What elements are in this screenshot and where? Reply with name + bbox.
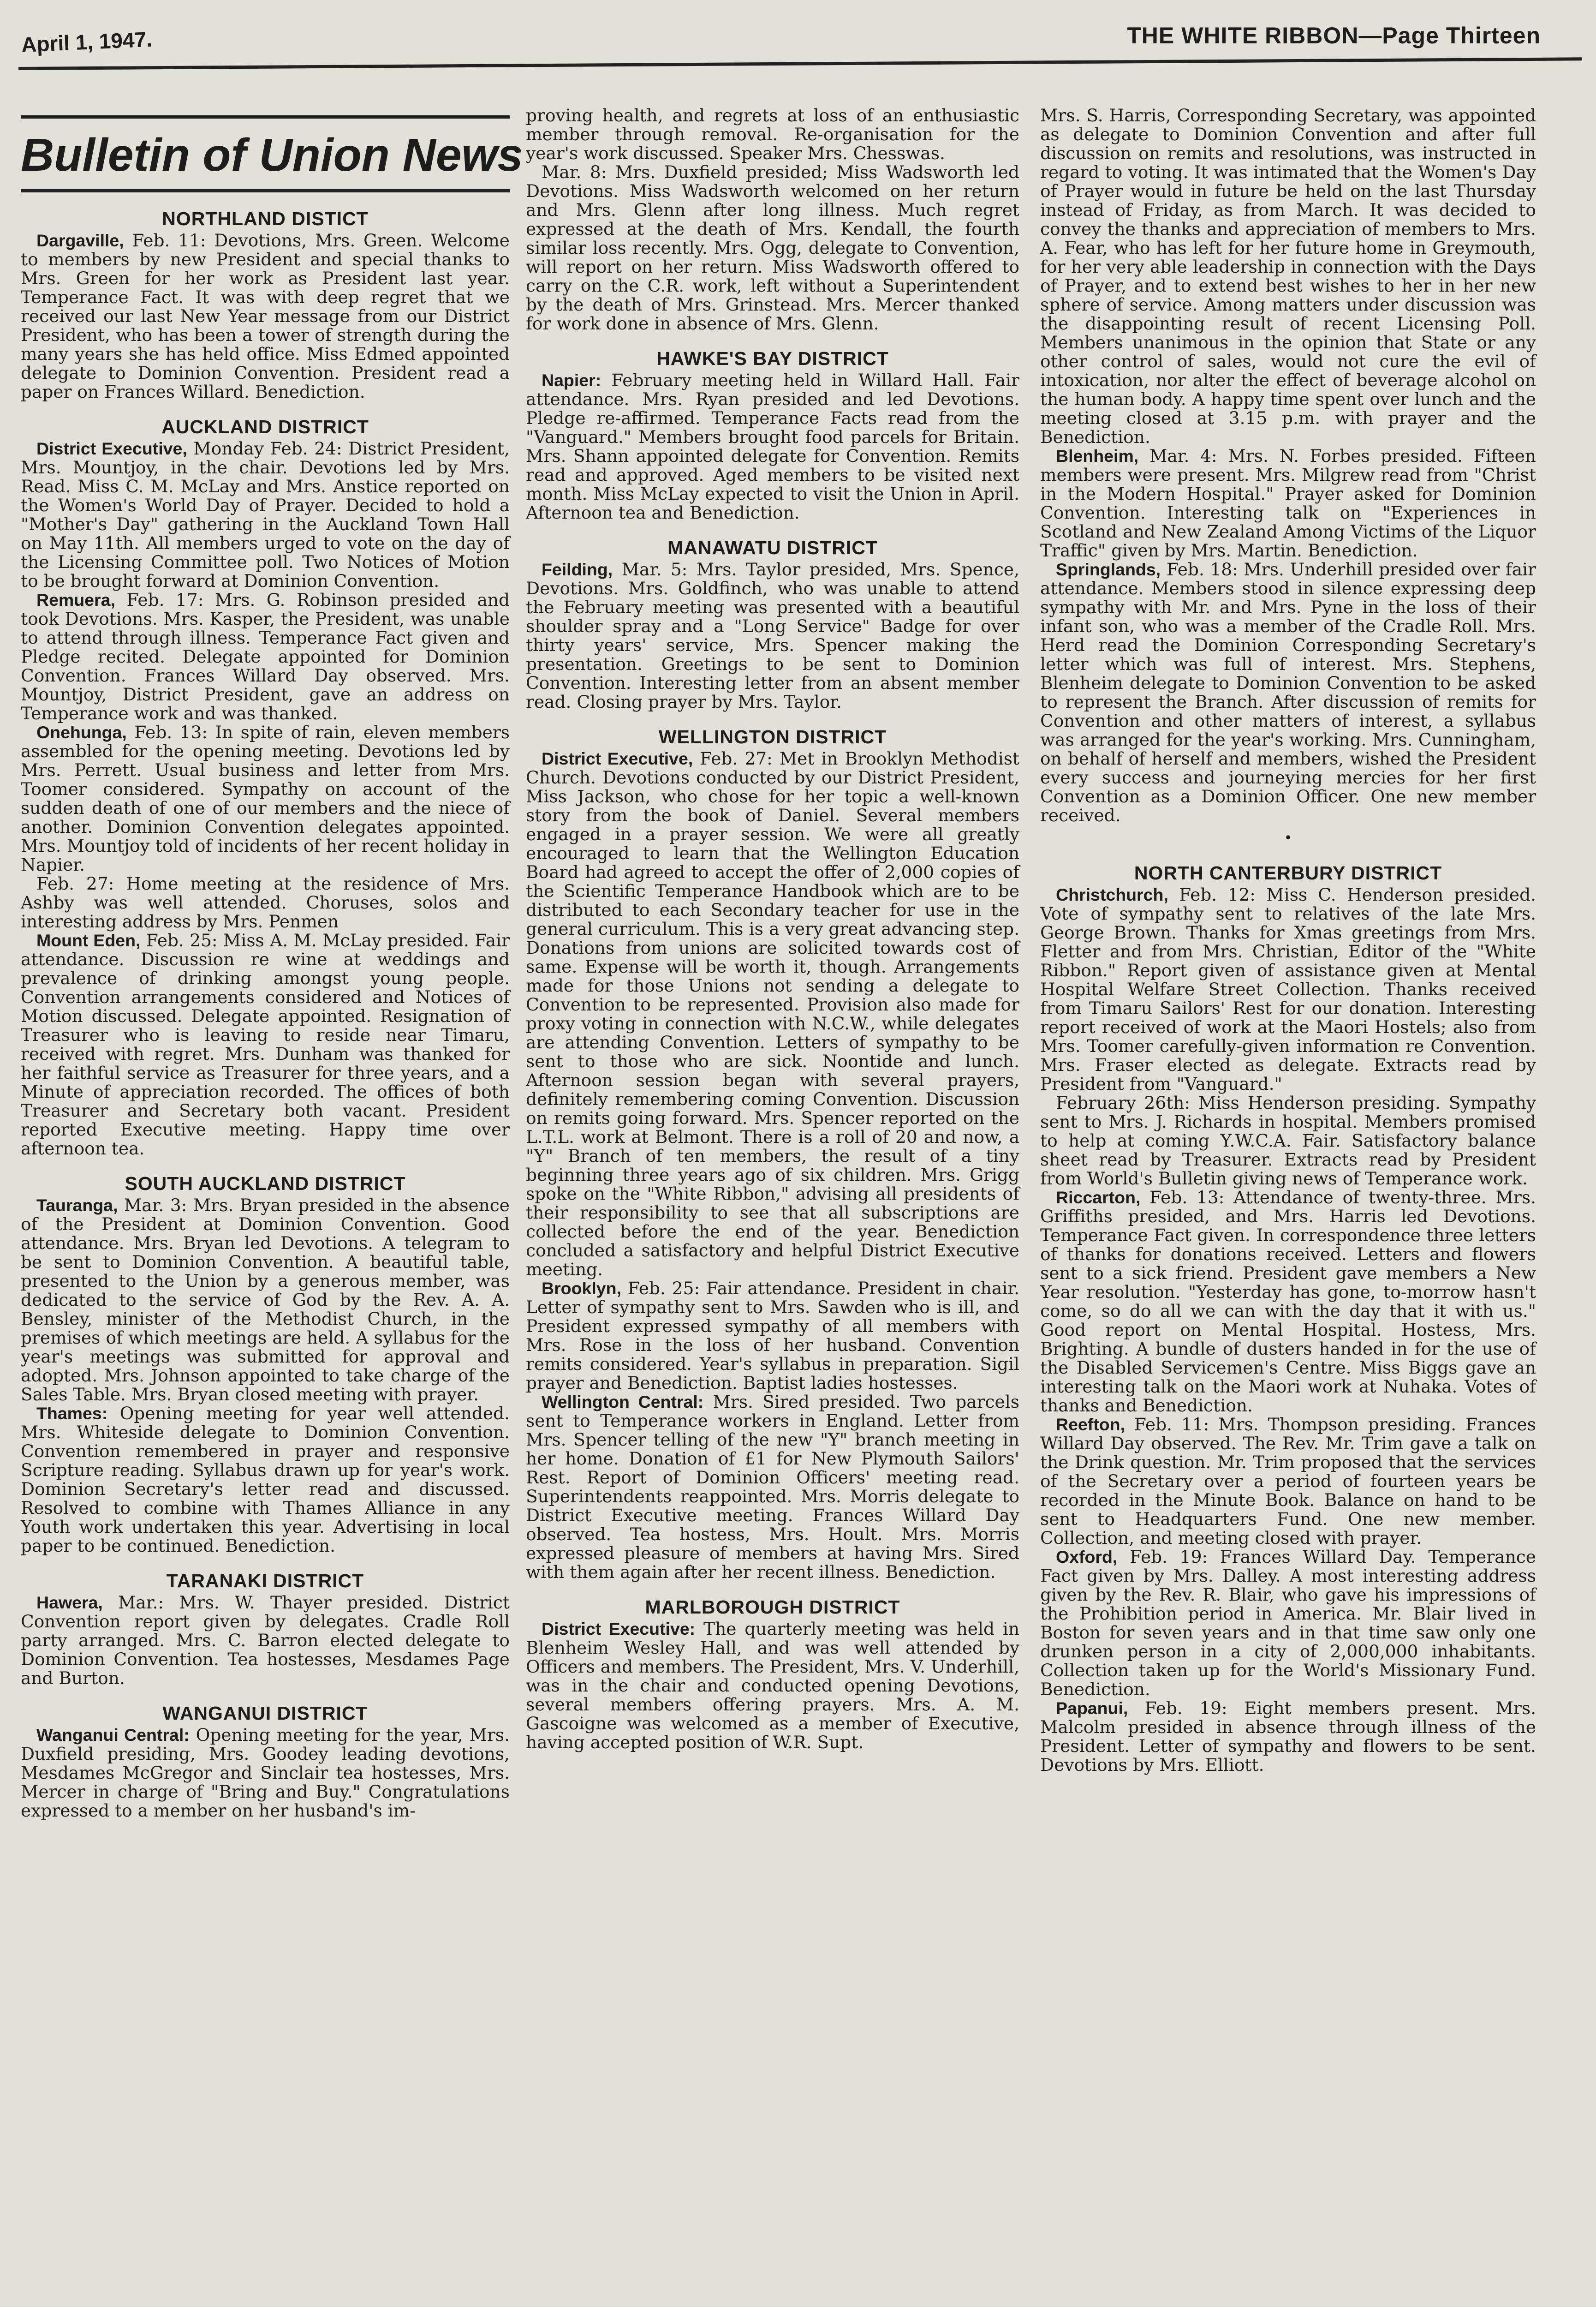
report-text: The quarterly meeting was held in Blenheim Wesley Hall, and was well attended by Officers and members. The President, Mrs. V. Underhill, was in the chair and conducted opening Devotions, several members offering prayers. Mrs. A. M. Gascoigne was welcomed as a member of Executive, having accepted position of W.R. Supt.: [526, 1619, 1019, 1752]
branch-name: Feilding,: [542, 560, 613, 579]
report-text: Feb. 11: Mrs. Thompson presiding. Frances Willard Day observed. The Rev. Mr. Trim gave a talk on the Drink question. Mr. Trim proposed that the services of the Secretary over a period of fourteen years be recorded in the Minute Book. Balance on hand to be sent to Headquarters Fund. One new member. Collection, and meeting closed with prayer.: [1040, 1414, 1536, 1548]
branch-name: Wellington Central:: [542, 1392, 704, 1411]
report-paragraph: [1040, 1415, 1536, 1548]
column-1: [21, 115, 523, 1821]
separator-mark: •: [1284, 830, 1292, 846]
report-paragraph: [1040, 885, 1536, 1094]
branch-name: Reefton,: [1056, 1415, 1125, 1434]
running-title: THE WHITE RIBBON—Page Thirteen: [1127, 23, 1541, 48]
branch-name: Blenheim,: [1056, 446, 1139, 466]
branch-name: District Executive:: [542, 1619, 696, 1638]
report-paragraph: [1040, 1188, 1536, 1415]
report-paragraph: [1040, 560, 1536, 825]
report-text: Feb. 25: Miss A. M. McLay presided. Fair attendance. Discussion re wine at weddings and prevalence of drinking amongst young people. Convention arrangements considered and Notices of Motion discussed. Delegate appointed. Resignation of Treasurer who is leaving to reside near Timaru, received with regret. Mrs. Dunham was thanked for her faithful service as Treasurer for three years, and a Minute of appreciation recorded. The offices of both Treasurer and Secretary both vacant. President reported Executive meeting. Happy time over afternoon tea.: [21, 930, 510, 1159]
report-text: Feb. 17: Mrs. G. Robinson presided and took Devotions. Mrs. Kasper, the President, was unable to attend through illness. Temperance Fact given and Pledge recited. Delegate appointed for Dominion Convention. Frances Willard Day observed. Mrs. Mountjoy, District President, gave an address on Temperance work and was thanked.: [21, 590, 510, 723]
branch-name: Remuera,: [36, 590, 115, 610]
district-heading: MANAWATU DISTRICT: [667, 537, 878, 558]
column-3: [1040, 106, 1536, 1775]
report-text: Mar. 3: Mrs. Bryan presided in the absence of the President at Dominion Convention. Good attendance. Mrs. Bryan led Devotions. A telegram to be sent to Dominion Convention. A beautiful table, presented to the Union by a generous member, was dedicated to the service of God by the Rev. A. A. Bensley, minister of the Methodist Church, in the premises of which meetings are held. A syllabus for the year's meetings was submitted for approval and adopted. Mrs. Johnson appointed to take charge of the Sales Table. Mrs. Bryan closed meeting with prayer.: [21, 1195, 510, 1405]
report-text: Feb. 13: In spite of rain, eleven members assembled for the opening meeting. Devotions led by Mrs. Perrett. Usual business and letter from Mrs. Toomer considered. Sympathy on account of the sudden death of one of our members and the niece of another. Dominion Convention delegates appointed. Mrs. Mountjoy told of incidents of her recent holiday in Napier.: [21, 722, 510, 875]
report-text: Feb. 19: Eight members present. Mrs. Malcolm presided in absence through illness of the President. Letter of sympathy and flowers to be sent. Devotions by Mrs. Elliott.: [1040, 1698, 1536, 1775]
report-paragraph: Mrs. S. Harris, Corresponding Secretary, was appointed as delegate to Dominion Convention and after full discussion on remits and resolutions, was instructed in regard to voting. It was intimated that the Women's Day of Prayer would in future be held on the last Thursday instead of Friday, as from March. It was decided to convey the thanks and appreciation of members to Mrs. A. Fear, who has left for her future home in Greymouth, for her very able leadership in connection with the Days of Prayer, and to extend best wishes to her in her new sphere of service. Among matters under discussion was the disappointing result of recent Licensing Poll. Members unanimous in the opinion that State or any other control of sales, would not cure the evil of intoxication, nor alter the effect of beverage alcohol on the human body. A happy time spent over lunch and the meeting closed at 3.15 p.m. with prayer and the Benediction.: [1040, 105, 1536, 447]
masthead-title: Bulletin of Union News: [21, 129, 523, 181]
report-text: Opening meeting for year well attended. Mrs. Whiteside delegate to Dominion Convention. Convention remembered in prayer and responsive Scripture reading. Syllabus drawn up for year's work. Dominion Secretary's letter read and discussed. Resolved to combine with Thames Alliance in any Youth work undertaken this year. Advertising in local paper to be continued. Benediction.: [21, 1403, 510, 1556]
district-heading: HAWKE'S BAY DISTRICT: [656, 348, 889, 369]
branch-name: District Executive,: [36, 439, 187, 458]
district-heading: TARANAKI DISTRICT: [166, 1570, 364, 1591]
report-text: Feb. 11: Devotions, Mrs. Green. Welcome to members by new President and special thanks to Mrs. Green for her work as President last year. Temperance Fact. It was with deep regret that we received our last New Year message from our District President, who has been a tower of strength during the many years she has held office. Miss Edmed appointed delegate to Dominion Convention. President read a paper on Frances Willard. Benediction.: [21, 230, 510, 402]
issue-date: April 1, 1947.: [21, 27, 153, 57]
masthead-bottom-rule: [21, 189, 510, 192]
report-text: Feb. 27: Home meeting at the residence of Mrs. Ashby was well attended. Choruses, solos and interesting address by Mrs. Penmen: [21, 873, 510, 932]
branch-name: Brooklyn,: [542, 1279, 621, 1298]
report-text: February meeting held in Willard Hall. Fair attendance. Mrs. Ryan presided and led Devotions. Pledge re-affirmed. Temperance Facts read from the "Vanguard." Members brought food parcels for Britain. Mrs. Shann appointed delegate for Convention. Remits read and approved. Aged members to be visited next month. Miss McLay expected to visit the Union in April. Afternoon tea and Benediction.: [526, 370, 1019, 523]
report-text: Feb. 25: Fair attendance. President in chair. Letter of sympathy sent to Mrs. Sawden who is ill, and President expressed sympathy of all members with Mrs. Rose in the loss of her husband. Convention remits considered. Year's syllabus in preparation. Sigil prayer and Benediction. Baptist ladies hostesses.: [526, 1278, 1019, 1393]
report-paragraph: [21, 1196, 510, 1404]
report-paragraph: [526, 1279, 1019, 1393]
branch-name: District Executive,: [542, 749, 693, 768]
branch-name: Napier:: [542, 371, 601, 390]
branch-name: Christchurch,: [1056, 885, 1168, 904]
report-paragraph: [526, 1393, 1019, 1582]
branch-name: Hawera,: [36, 1593, 103, 1612]
district-heading: WANGANUI DISTRICT: [162, 1703, 368, 1724]
report-paragraph: [21, 723, 510, 874]
district-heading: WELLINGTON DISTRICT: [658, 726, 887, 747]
report-paragraph: [526, 749, 1019, 1279]
branch-name: Tauranga,: [36, 1195, 118, 1215]
report-paragraph: [1040, 1699, 1536, 1775]
branch-name: Oxford,: [1056, 1547, 1118, 1566]
report-text: Opening meeting for the year, Mrs. Duxfield presiding, Mrs. Goodey leading devotions, Mesdames McGregor and Sinclair tea hostesses, Mrs. Mercer in charge of "Bring and Buy." Congratulations expressed to a member on her husband's im-: [21, 1725, 510, 1821]
report-paragraph: [1040, 1094, 1536, 1188]
report-paragraph: [526, 371, 1019, 522]
branch-name: Riccarton,: [1056, 1188, 1141, 1207]
report-paragraph: [1040, 447, 1536, 560]
branch-name: Wanganui Central:: [36, 1725, 190, 1745]
district-heading: MARLBOROUGH DISTRICT: [645, 1596, 900, 1618]
branch-name: Dargaville,: [36, 231, 124, 250]
report-paragraph: Mar. 8: Mrs. Duxfield presided; Miss Wadsworth led Devotions. Miss Wadsworth welcomed on her return and Mrs. Glenn after long illness. Much regret expressed at the death of Mrs. Kendall, the fourth similar loss recently. Mrs. Ogg, delegate to Convention, will report on her return. Miss Wadsworth offered to carry on the C.R. work, left without a Superintendent by the death of Mrs. Grinstead. Mrs. Mercer thanked for work done in absence of Mrs. Glenn.: [526, 162, 1019, 334]
column-2: [526, 106, 1019, 1752]
masthead-top-rule: [21, 115, 510, 119]
report-paragraph: [21, 1726, 510, 1820]
report-paragraph: [1040, 1548, 1536, 1699]
report-paragraph: [526, 560, 1019, 711]
report-text: Feb. 19: Frances Willard Day. Temperance Fact given by Mrs. Dalley. A most interesting address given by the Rev. R. Blair, who gave his impressions of the Prohibition period in America. Mr. Blair lived in Boston for seven years and in that time saw only one drunken person in a city of 2,000,000 inhabitants. Collection taken up for the World's Missionary Fund. Benediction.: [1040, 1547, 1536, 1699]
report-text: Feb. 13: Attendance of twenty-three. Mrs. Griffiths presided, and Mrs. Harris led Devotions. Temperance Fact given. In correspondence three letters of thanks for donations received. Letters and flowers sent to a sick friend. President gave members a New Year resolution. "Yesterday has gone, to-morrow hasn't come, so do all we can with the day that it with us." Good report on Mental Hospital. Hostess, Mrs. Brighting. A bundle of dusters handed in for the use of the Disabled Servicemen's Centre. Miss Biggs gave an interesting talk on the Maori work at Nuhaka. Votes of thanks and Benediction.: [1040, 1187, 1536, 1416]
report-paragraph: [21, 591, 510, 723]
district-heading: NORTH CANTERBURY DISTRICT: [1134, 862, 1442, 884]
branch-name: Thames:: [36, 1404, 108, 1423]
report-paragraph: proving health, and regrets at loss of an enthusiastic member through removal. Re-organisation for the year's work discussed. Speaker Mrs. Chesswas.: [526, 105, 1019, 163]
report-paragraph: [21, 931, 510, 1158]
report-paragraph: [21, 439, 510, 591]
report-text: Feb. 18: Mrs. Underhill presided over fair attendance. Members stood in silence expressing deep sympathy with Mr. and Mrs. Pyne in the loss of their infant son, who was a member of the Cradle Roll. Mrs. Herd read the Dominion Corresponding Secretary's letter which was full of interest. Mrs. Stephens, Blenheim delegate to Dominion Convention to be asked to represent the Branch. After discussion of remits for Convention and other matters of interest, a syllabus was arranged for the year's working. Mrs. Cunningham, on behalf of herself and members, wished the President every success and journeying mercies for her first Convention as a Dominion Officer. One new member received.: [1040, 559, 1536, 825]
district-heading: NORTHLAND DISTICT: [162, 208, 369, 229]
branch-name: Papanui,: [1056, 1698, 1128, 1718]
branch-name: Onehunga,: [36, 723, 127, 742]
report-paragraph: [21, 231, 510, 401]
report-text: Mar. 4: Mrs. N. Forbes presided. Fifteen members were present. Mrs. Milgrew read from "Christ in the Modern Hospital." Prayer asked for Dominion Convention. Interesting talk on "Experiences in Scotland and New Zealand Among Victims of the Liquor Traffic" given by Mrs. Martin. Benediction.: [1040, 446, 1536, 561]
district-heading: AUCKLAND DISTRICT: [161, 416, 369, 437]
report-paragraph: [21, 874, 510, 931]
report-paragraph: [526, 1620, 1019, 1752]
branch-name: Springlands,: [1056, 560, 1161, 579]
report-text: Mar. 5: Mrs. Taylor presided, Mrs. Spence, Devotions. Mrs. Goldfinch, who was unable to attend the February meeting was presented with a beautiful shoulder spray and a "Long Service" Badge for over thirty years' service, Mrs. Spencer making the presentation. Greetings to be sent to Dominion Convention. Interesting letter from an absent member read. Closing prayer by Mrs. Taylor.: [526, 559, 1019, 712]
report-paragraph: [21, 1593, 510, 1688]
report-text: Monday Feb. 24: District President, Mrs. Mountjoy, in the chair. Devotions led by Mrs. Read. Miss C. M. McLay and Mrs. Anstice reported on the Women's World Day of Prayer. Decided to hold a "Mother's Day" gathering in the Auckland Town Hall on May 11th. All members urged to vote on the day of the Licensing Committee poll. Two Notices of Motion to be brought forward at Dominion Convention.: [21, 438, 510, 591]
report-text: Mrs. Sired presided. Two parcels sent to Temperance workers in England. Letter from Mrs. Spencer telling of the new "Y" branch meeting in her home. Donation of £1 for New Plymouth Sailors' Rest. Report of Dominion Officers' meeting read. Superintendents reappointed. Mrs. Morris delegate to District Executive meeting. Frances Willard Day observed. Tea hostess, Mrs. Hoult. Mrs. Morris expressed pleasure of members at having Mrs. Sired with them again after her recent illness. Benediction.: [526, 1392, 1019, 1582]
branch-name: Mount Eden,: [36, 931, 141, 950]
header-rule: [18, 57, 1582, 70]
report-text: Feb. 12: Miss C. Henderson presided. Vote of sympathy sent to relatives of the late Mrs. George Brown. Thanks for Xmas greetings from Mrs. Fletter and from Mrs. Christian, Editor of the "White Ribbon." Report given of assistance given at Mental Hospital Welfare Street Collection. Thanks received from Timaru Sailors' Rest for our donation. Interesting report received of work at the Maori Hostels; also from Mrs. Toomer carefully-given information re Convention. Mrs. Fraser elected as delegate. Extracts read by President from "Vanguard.": [1040, 885, 1536, 1094]
report-text: February 26th: Miss Henderson presiding. Sympathy sent to Mrs. J. Richards in hospital. Members promised to help at coming Y.W.C.A. Fair. Satisfactory balance sheet read by Treasurer. Extracts read by President from World's Bulletin giving news of Temperance work.: [1040, 1093, 1536, 1189]
district-heading: SOUTH AUCKLAND DISTRICT: [125, 1173, 406, 1194]
report-text: Feb. 27: Met in Brooklyn Methodist Church. Devotions conducted by our District President, Miss Jackson, who chose for her topic a well-known story from the book of Daniel. Several members engaged in a prayer session. We were all greatly encouraged to learn that the Wellington Education Board had agreed to accept the offer of 2,000 copies of the Scientific Temperance Handbook which are to be distributed to each Secondary teacher for use in the general curriculum. This is a very great advancing step. Donations from unions are solicited towards cost of same. Expense will be worth it, though. Arrangements made for those Unions not sending a delegate to Convention to be represented. Provision also made for proxy voting in connection with N.C.W., while delegates are attending Convention. Letters of sympathy to be sent to those who are sick. Noontide and lunch. Afternoon session began with several prayers, definitely remembering coming Convention. Discussion on remits going forward. Mrs. Spencer reported on the L.T.L. work at Belmont. There is a roll of 20 and now, a "Y" Branch of ten members, the result of a tiny beginning three years ago of six children. Mrs. Grigg spoke on the "White Ribbon," advising all presidents of their responsibility to see that all subscriptions are collected before the end of the year. Benediction concluded a satisfactory and helpful District Executive meeting.: [526, 748, 1020, 1279]
report-text: Mar.: Mrs. W. Thayer presided. District Convention report given by delegates. Cradle Roll party arranged. Mrs. C. Barron elected delegate to Dominion Convention. Tea hostesses, Mesdames Page and Burton.: [21, 1592, 510, 1688]
report-paragraph: [21, 1404, 510, 1555]
